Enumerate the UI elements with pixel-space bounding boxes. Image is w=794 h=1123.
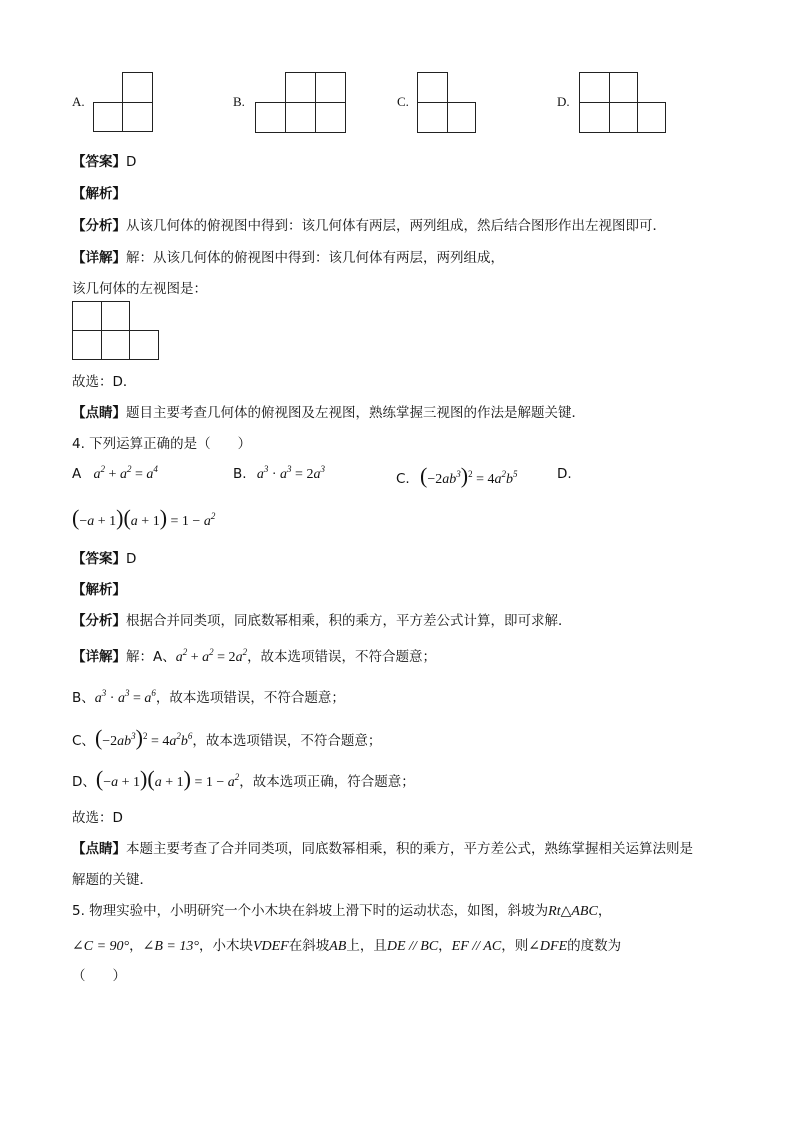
q3-dianjing [72,401,585,421]
fenxi-text: 根据合并同类项，同底数幂相乘，积的乘方，平方差公式计算，即可求解． [126,613,572,629]
q5-sep-1: ， [129,938,143,954]
q3-left-view-text: 该几何体的左视图是： [72,281,207,297]
line-a-suffix: ，故本选项错误，不符合题意； [247,649,437,665]
q5-text-k: ，则 [501,938,529,954]
q3-fenxi [72,214,666,234]
option-d-label: D. [557,94,570,109]
dianjing-tag: 【点睛】 [72,841,126,857]
option-c-expression: $(-2ab^3)^2 = 4a^2b^5$ [420,463,518,488]
xiangjie-text: 解：从该几何体的俯视图中得到：该几何体有两层，两列组成， [126,250,504,266]
q4-xiangjie-a [72,645,436,666]
q3-analysis-tag: 【解析】 [72,186,126,202]
q5-triangle: Rt△ABC [548,904,598,919]
dianjing-text: 题目主要考查几何体的俯视图及左视图，熟练掌握三视图的作法是解题关键． [126,405,585,421]
q5-stem-text-1: 5. 物理实验中，小明研究一个小木块在斜坡上滑下时的运动状态，如图，斜坡为 [72,903,549,919]
q4-choose: 故选：D [72,810,123,826]
q4-option-a[interactable] [72,466,158,483]
q4-dianjing-cont: 解题的关键． [72,872,153,888]
q4-analysis-tag: 【解析】 [72,582,126,598]
q4-line-b [72,686,345,707]
fenxi-tag: 【分析】 [72,613,126,629]
q4-answer [72,547,136,567]
option-a-label: A. [72,94,85,109]
q4-fenxi [72,609,572,629]
q5-angle-b: ∠B = 13° [142,939,199,954]
q4-stem: 4. 下列运算正确的是（ ） [72,436,252,452]
dianjing-text-1: 本题主要考查了合并同类项，同底数幂相乘，积的乘方，平方差公式，熟练掌握相关运算法则是 [126,841,693,857]
q4-option-c[interactable] [396,463,517,489]
option-c-letter: C. [396,471,410,487]
xiangjie-prefix: 解：A、 [126,649,176,665]
q5-stem-end-1: ， [597,903,612,919]
q5-angle-c: ∠C = 90° [72,939,130,954]
q5-text-e: 在斜坡 [288,938,330,954]
option-b-letter: B. [233,466,247,482]
q5-stem-line-3: （ ） [72,968,126,984]
q5-text-m: 的度数为 [567,938,622,954]
q4-dianjing [72,837,693,857]
option-a-expression: $a^2 + a^2 = a^4$ [93,464,158,482]
line-d-prefix: D、 [72,774,96,790]
option-b-expression: $a^3 \cdot a^3 = 2a^3$ [256,464,325,482]
fenxi-tag: 【分析】 [72,218,126,234]
option-c-label: C. [397,94,409,109]
q5-triangle-def: VDEF [252,939,289,954]
xiangjie-tag: 【详解】 [72,649,126,665]
line-b-expression: $a^3 \cdot a^3 = a^6$ [94,688,156,706]
q5-segment-ab: AB [329,939,347,954]
q4-line-d [72,766,415,792]
q5-de-parallel-bc: DE // BC [386,939,439,954]
line-d-suffix: ，故本选项正确，符合题意； [239,774,415,790]
q5-text-g: 上，且 [346,938,387,954]
q5-text-c: ，小木块 [198,938,253,954]
option-a-letter: A [72,466,82,482]
line-d-expression: $(-a + 1)(a + 1) = 1 - a^2$ [95,766,240,791]
q3-answer [72,150,136,170]
line-c-expression: $(-2ab^3)^2 = 4a^2b^6$ [94,725,193,750]
q5-text-i: ， [438,938,452,954]
q5-stem-line-1 [72,899,611,920]
q4-option-b[interactable] [233,466,325,483]
fenxi-text: 从该几何体的俯视图中得到：该几何体有两层，两列组成，然后结合图形作出左视图即可． [126,218,666,234]
q5-stem-line-2 [72,934,621,955]
line-c-suffix: ，故本选项错误，不符合题意； [192,733,382,749]
dianjing-tag: 【点睛】 [72,405,126,421]
q4-option-d-expression: $(-a + 1)(a + 1) = 1 - a^2$ [72,505,216,530]
line-a-expression: $a^2 + a^2 = 2a^2$ [175,647,248,665]
xiangjie-tag: 【详解】 [72,250,126,266]
q4-option-d-letter: D. [557,466,572,482]
q3-xiangjie [72,246,504,266]
answer-tag: 【答案】 [72,154,126,170]
q5-angle-dfe: ∠DFE [528,939,568,954]
line-b-suffix: ，故本选项错误，不符合题意； [155,690,345,706]
answer-value: D [126,551,137,567]
answer-tag: 【答案】 [72,551,126,567]
q3-choose: 故选：D． [72,374,137,390]
q4-line-c [72,725,381,751]
option-b-label: B. [233,94,245,109]
line-c-prefix: C、 [72,733,95,749]
q5-ef-parallel-ac: EF // AC [451,939,502,954]
line-b-prefix: B、 [72,690,95,706]
answer-value: D [126,154,137,170]
